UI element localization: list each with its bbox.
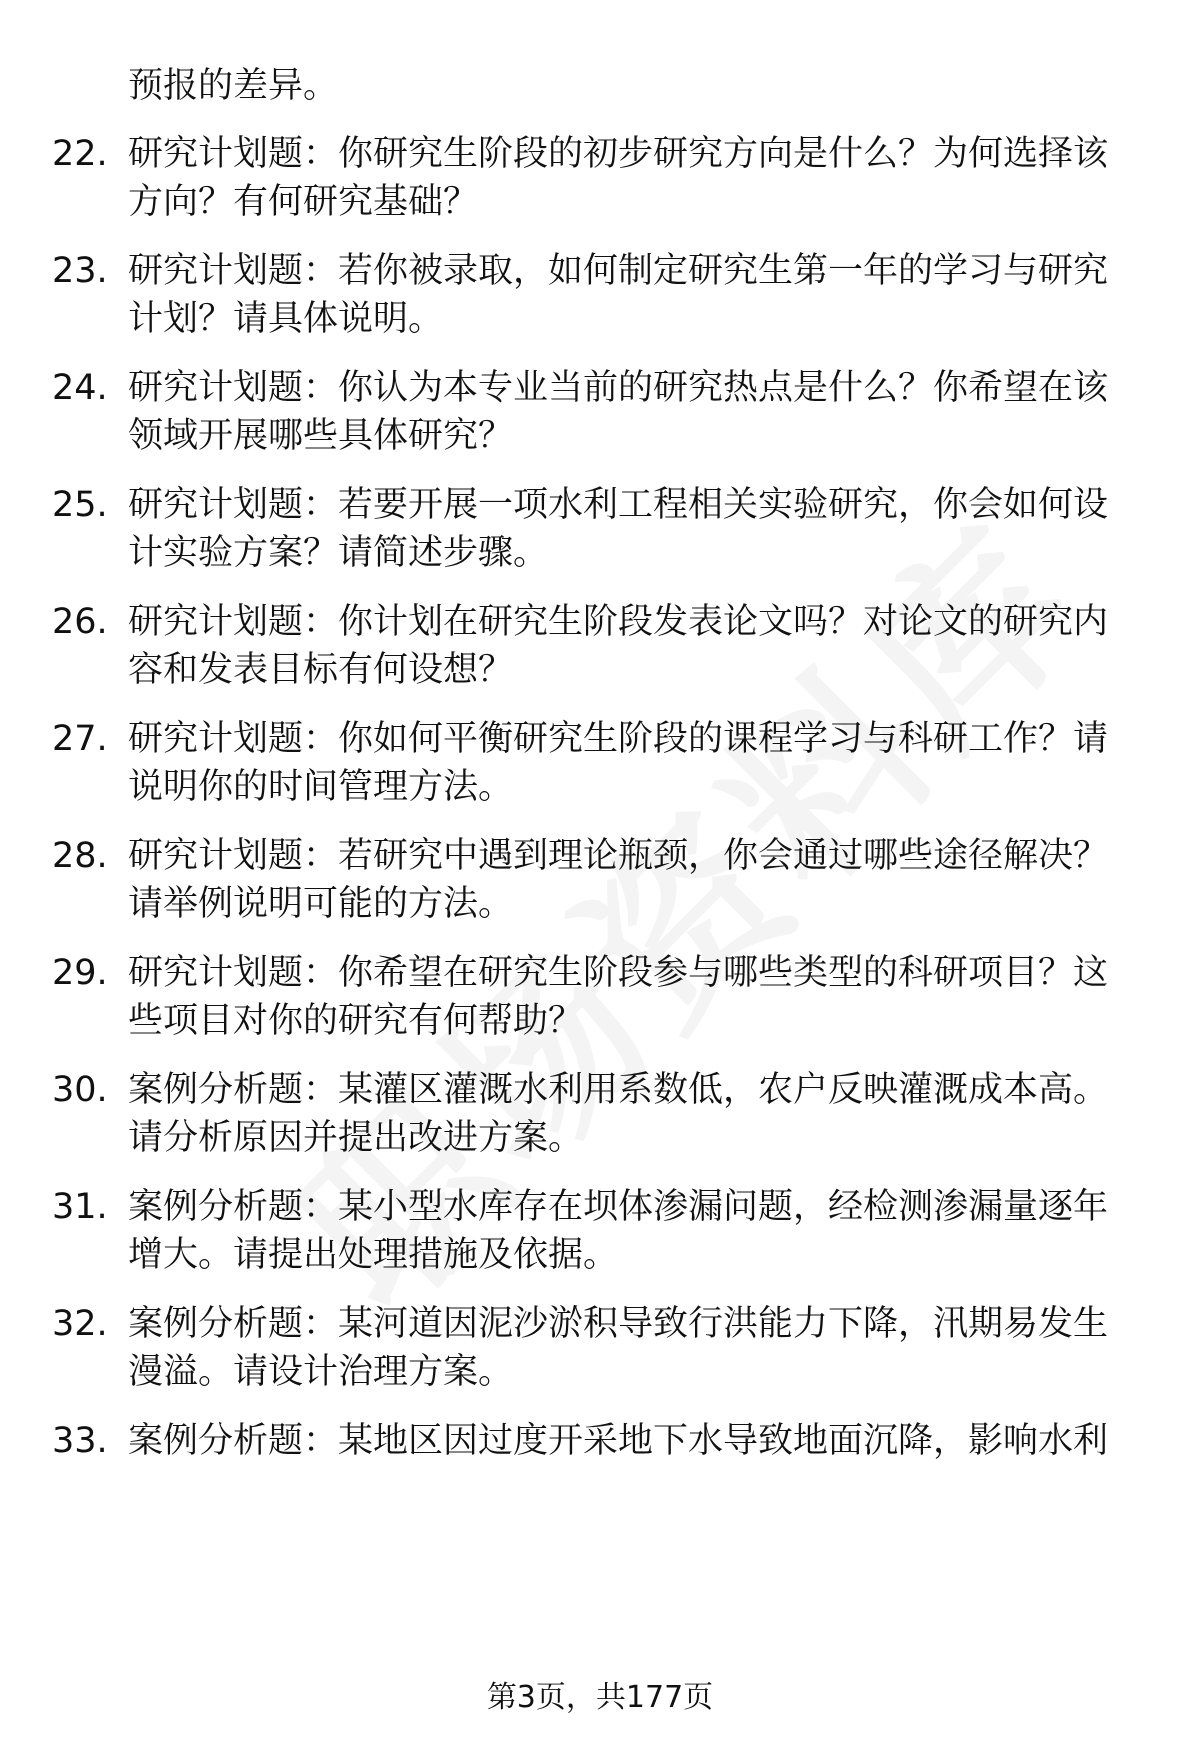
question-text-line1: 研究计划题：你认为本专业当前的研究热点是什么？你希望在该: [128, 368, 1109, 408]
question-text-line2: 漫溢。请设计治理方案。: [128, 1352, 514, 1392]
question-text-line2: 领域开展哪些具体研究？: [128, 416, 514, 456]
question-text-line1: 案例分析题：某灌区灌溉水利用系数低，农户反映灌溉成本高。: [128, 1070, 1109, 1110]
question-text-line2: 说明你的时间管理方法。: [128, 767, 514, 807]
question-text-line1: 研究计划题：若研究中遇到理论瓶颈，你会通过哪些途径解决？: [128, 836, 1109, 876]
question-number: 29.: [52, 953, 108, 993]
question-text-line1: 研究计划题：若你被录取，如何制定研究生第一年的学习与研究: [128, 251, 1109, 291]
continuation-text: 预报的差异。: [128, 66, 339, 106]
question-text-line1: 案例分析题：某小型水库存在坝体渗漏问题，经检测渗漏量逐年: [128, 1187, 1109, 1227]
question-text-line1: 研究计划题：你计划在研究生阶段发表论文吗？对论文的研究内: [128, 602, 1109, 642]
question-text-line2: 方向？有何研究基础？: [128, 182, 479, 222]
question-number: 26.: [52, 602, 108, 642]
question-text-line2: 请举例说明可能的方法。: [128, 884, 514, 924]
question-text-line2: 计划？请具体说明。: [128, 299, 444, 339]
question-text-line1: 研究计划题：你研究生阶段的初步研究方向是什么？为何选择该: [128, 134, 1109, 174]
question-number: 22.: [52, 134, 108, 174]
question-number: 25.: [52, 485, 108, 525]
question-text-line1: 研究计划题：你希望在研究生阶段参与哪些类型的科研项目？这: [128, 953, 1109, 993]
question-number: 33.: [52, 1421, 108, 1461]
question-number: 28.: [52, 836, 108, 876]
question-text-line2: 请分析原因并提出改进方案。: [128, 1118, 584, 1158]
question-text-line2: 增大。请提出处理措施及依据。: [128, 1235, 619, 1275]
question-text-line2: 些项目对你的研究有何帮助？: [128, 1001, 584, 1041]
question-text-line2: 计实验方案？请简述步骤。: [128, 533, 549, 573]
question-number: 31.: [52, 1187, 108, 1227]
question-number: 23.: [52, 251, 108, 291]
page-footer: 第3页，共177页: [486, 1680, 714, 1715]
question-text-line1: 案例分析题：某地区因过度开采地下水导致地面沉降，影响水利: [128, 1421, 1109, 1461]
question-text-line1: 案例分析题：某河道因泥沙淤积导致行洪能力下降，汛期易发生: [128, 1304, 1109, 1344]
question-text-line1: 研究计划题：若要开展一项水利工程相关实验研究，你会如何设: [128, 485, 1109, 525]
question-text-line2: 容和发表目标有何设想？: [128, 650, 514, 690]
question-number: 27.: [52, 719, 108, 759]
question-text-line1: 研究计划题：你如何平衡研究生阶段的课程学习与科研工作？请: [128, 719, 1109, 759]
question-number: 30.: [52, 1070, 108, 1110]
question-number: 24.: [52, 368, 108, 408]
question-number: 32.: [52, 1304, 108, 1344]
